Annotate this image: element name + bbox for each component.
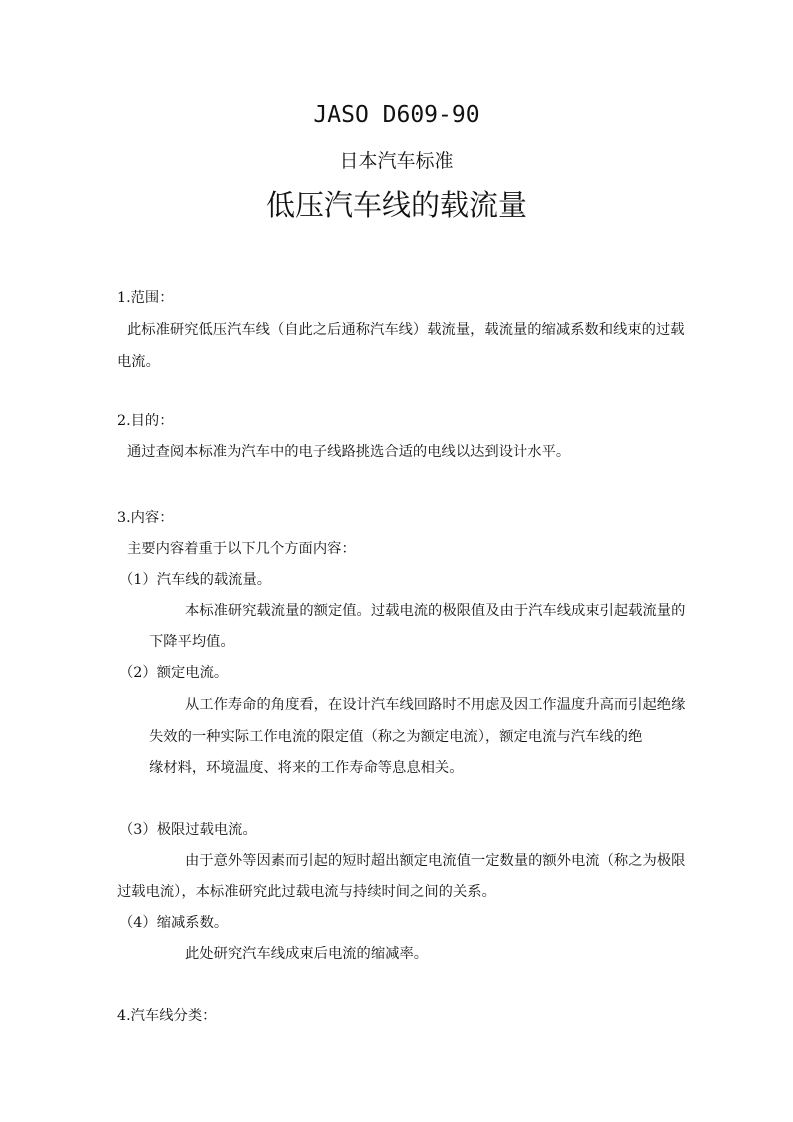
section-heading: 4.汽车线分类： (117, 1008, 217, 1024)
document-title: 低压汽车线的载流量 (265, 188, 527, 222)
paragraph-line: 主要内容着重于以下几个方面内容： (127, 541, 356, 557)
paragraph-line: 从工作寿命的角度看，在设计汽车线回路时不用虑及因工作温度升高而引起绝缘 (185, 697, 686, 713)
list-item-label: （3）极限过载电流。 (119, 822, 257, 838)
paragraph-line: 电流。 (117, 354, 160, 370)
section-heading: 3.内容： (117, 510, 174, 526)
paragraph-line: 过载电流），本标准研究此过载电流与持续时间之间的关系。 (117, 884, 496, 900)
list-item-label: （2）额定电流。 (119, 665, 229, 681)
list-item-label: （4）缩减系数。 (119, 915, 229, 931)
paragraph-line: 通过查阅本标准为汽车中的电子线路挑选合适的电线以达到设计水平。 (127, 444, 571, 460)
paragraph-line: 下降平均值。 (149, 634, 235, 650)
list-item-label: （1）汽车线的载流量。 (119, 572, 272, 588)
section-heading: 1.范围： (117, 290, 174, 306)
paragraph-line: 此标准研究低压汽车线（自此之后通称汽车线）载流量，载流量的缩减系数和线束的过载 (127, 322, 685, 338)
paragraph-line: 本标准研究载流量的额定值。过载电流的极限值及由于汽车线成束引起载流量的 (185, 603, 686, 619)
paragraph-line: 由于意外等因素而引起的短时超出额定电流值一定数量的额外电流（称之为极限 (185, 853, 686, 869)
paragraph-line: 缘材料，环境温度、将来的工作寿命等息息相关。 (149, 760, 464, 776)
paragraph-line: 失效的一种实际工作电流的限定值（称之为额定电流），额定电流与汽车线的绝 (149, 729, 643, 745)
paragraph-line: 此处研究汽车线成束后电流的缩减率。 (185, 946, 429, 962)
document-subtitle: 日本汽车标准 (339, 150, 454, 172)
document-code: JASO D609-90 (313, 102, 480, 128)
section-heading: 2.目的： (117, 413, 174, 429)
